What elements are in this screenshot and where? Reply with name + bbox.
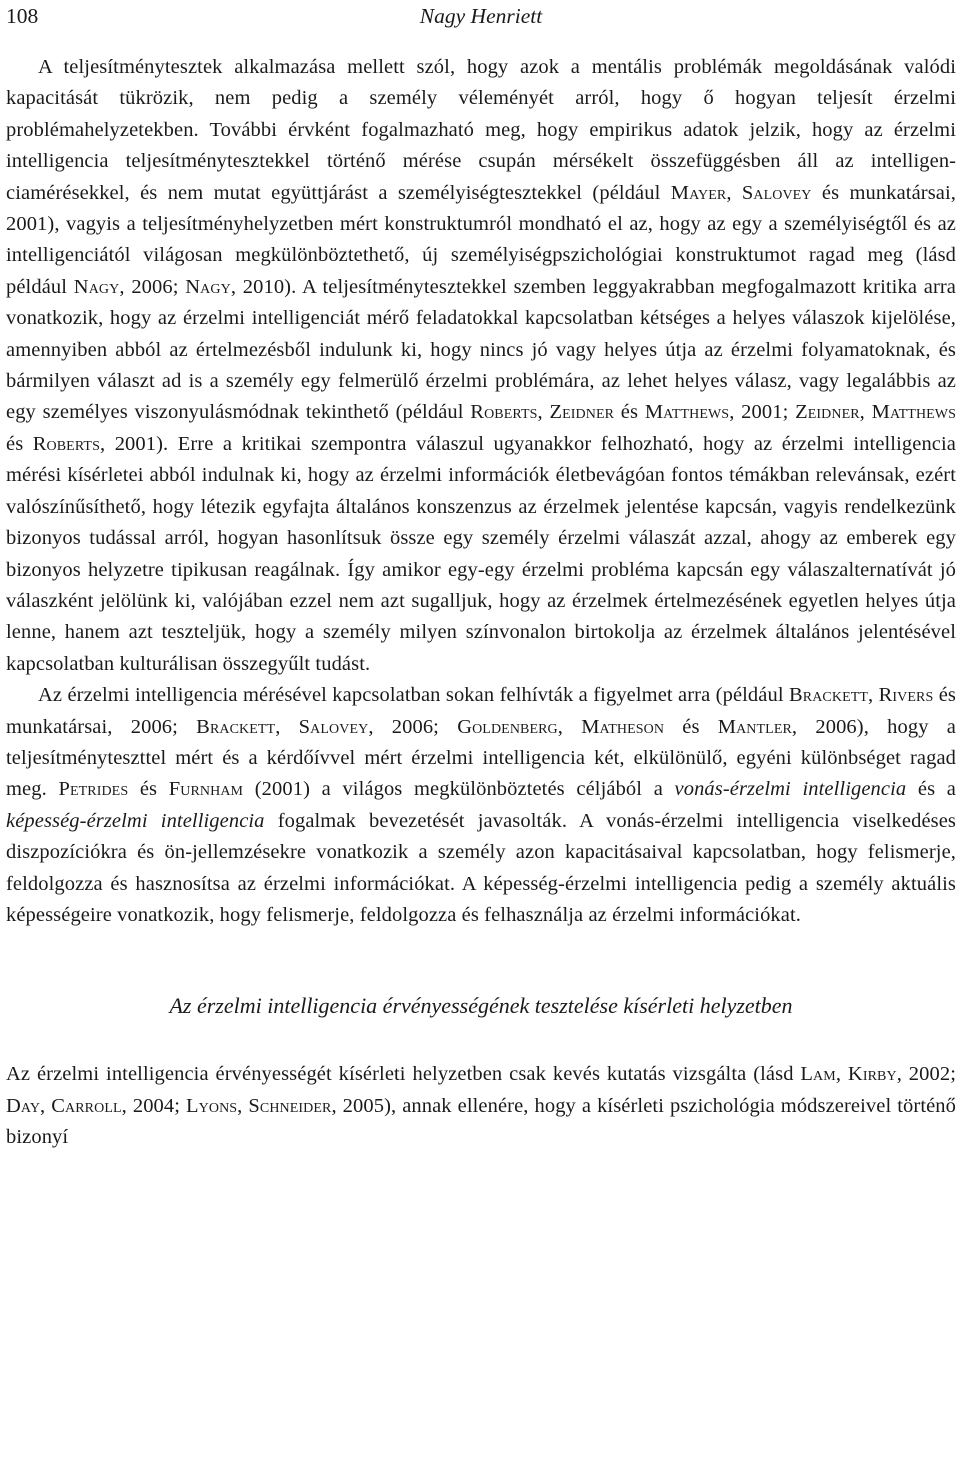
running-header xyxy=(6,2,956,32)
cited-author: Nagy xyxy=(185,275,231,298)
italic-term: képesség-érzelmi intelligencia xyxy=(6,809,265,832)
running-head-author: Nagy Henriett xyxy=(419,4,543,28)
italic-term: vonás-érzelmi intelligencia xyxy=(674,778,907,801)
cited-author: Salovey xyxy=(741,181,812,204)
cited-author: Rivers xyxy=(878,684,934,707)
cited-author: Brackett xyxy=(789,684,869,707)
cited-author: Lam xyxy=(800,1063,836,1086)
cited-author: Salovey xyxy=(298,715,369,738)
cited-author: Roberts xyxy=(32,432,100,455)
cited-author: Furnham xyxy=(168,778,244,801)
cited-author: Goldenberg xyxy=(457,715,558,738)
cited-author: Roberts xyxy=(470,401,538,424)
cited-author: Matthews xyxy=(644,401,730,424)
cited-author: Lyons xyxy=(186,1094,238,1117)
cited-author: Mantler xyxy=(717,715,792,738)
cited-author: Petrides xyxy=(58,778,129,801)
page-number: 108 xyxy=(6,4,39,28)
cited-author: Kirby xyxy=(847,1063,897,1086)
cited-author: Zeidner xyxy=(549,401,615,424)
cited-author: Matheson xyxy=(581,715,665,738)
cited-author: Zeidner xyxy=(795,401,860,424)
paragraph: Az érzelmi intelligencia érvényességét kísérleti helyzetben csak kevés kutatás vizsgálta (lásd Lam, Kirby, 2002; Day, Carroll, 2004; Lyons, Schneider, 2005), annak ellenére, hogy a kísérleti pszichológia módszereivel történő bizonyí xyxy=(6,1063,956,1149)
cited-author: Day xyxy=(6,1094,41,1117)
document-page xyxy=(6,0,956,1460)
section-heading: Az érzelmi intelligencia érvényességének tesztelése kísérleti helyzetben xyxy=(169,993,793,1019)
cited-author: Nagy xyxy=(73,275,120,298)
paragraph: A teljesítménytesztek alkalmazása mellett szól, hogy azok a mentális problémák megoldásának valódi kapacitását tükrözik, nem pedig a személy véleményét arról, hogy ő hogyan teljesít érzelmi problémahelyzetekben. További érvként fogalmazható meg, hogy empirikus adatok jelzik, hogy az érzelmi intelligencia teljesítménytesztekkel történő mérése csupán mérsékelt összefüggésben áll az intelligenciamérésekkel, és nem mutat együttjárást a személyiségtesztekkel (például Mayer, Salovey és munkatársai, 2001), vagyis a teljesítményhelyzetben mért konstruktumról mondható el az, hogy az egy a személyiségtől és az intelligenciától világosan megkülönböztethető, új személyiségpszichológiai konstruktumot ragad meg (lásd például Nagy, 2006; Nagy, 2010). A teljesítménytesztekkel szemben leggyakrabban megfogalmazott kritika arra vonatkozik, hogy az érzelmi intelligenciát mérő feladatokkal kapcsolatban kétséges a helyes válaszok kijelölése, amennyiben abból az értelmezésből indulunk ki, hogy nincs jó vagy helyes útja az érzelmi folyamatoknak, és bármilyen választ ad is a személy egy felmerülő érzelmi problémára, az lehet helyes válasz, vagy legalábbis az egy személyes viszonyulásmódnak tekinthető (például Roberts, Zeidner és Matthews, 2001; Zeidner, Matthews és Roberts, 2001). Erre a kritikai szempontra válaszul ugyanakkor felhozható, hogy az érzelmi intelligencia mérési kísérletei abból indulnak ki, hogy az érzelmi információk életbevágóan fontos témákban relevánsak, ezért valószínűsíthető, hogy létezik egyfajta általános konszenzus az érzelmek jelentése kapcsán, vagyis rendelkezünk bizonyos tudással arról, hogyan hasonlítsuk össze egy személy érzelmi válaszát azzal, ahogy az emberek egy bizonyos helyzetre tipikusan reagálnak. Így amikor egy-egy érzelmi probléma kapcsán egy válaszalternatívát jó válaszként jelölünk ki, valójában ezzel nem azt sugalljuk, hogy az érzelmek értelmezésének egyetlen helyes útja lenne, hanem azt teszteljük, hogy a személy milyen színvonalon birtokolja az érzelmek általános jelentésével kapcsolatban kulturálisan összegyűlt tudást. xyxy=(6,56,956,675)
cited-author: Mayer xyxy=(670,181,727,204)
cited-author: Carroll xyxy=(51,1094,122,1117)
cited-author: Matthews xyxy=(871,401,956,424)
paragraph: Az érzelmi intelligencia mérésével kapcsolatban sokan felhívták a figyelmet arra (például Brackett, Rivers és munkatársai, 2006; Brackett, Salovey, 2006; Goldenberg, Matheson és Mantler, 2006), hogy a teljesítményteszttel mért és a kérdőívvel mért érzelmi intelligencia két, elkülönülő, egyéni különbséget ragad meg. Petrides és Furnham (2001) a világos megkülönböztetés céljából a vonás-érzelmi intelligencia és a képesség-érzelmi intelligencia fogalmak bevezetését javasolták. A vonás-érzelmi intelligencia viselkedéses diszpozíciókra és ön-jellemzésekre vonatkozik a személy azon kapacitásaival kapcsolatban, hogy felismerje, feldolgozza és hasznosítsa az érzelmi információkat. A képesség-érzelmi intelligencia pedig a személy aktuális képességeire vonatkozik, hogy felismerje, feldolgozza és felhasználja az érzelmi információkat. xyxy=(6,684,956,926)
body-text xyxy=(6,52,956,1154)
cited-author: Schneider xyxy=(248,1094,332,1117)
cited-author: Brackett xyxy=(196,715,276,738)
